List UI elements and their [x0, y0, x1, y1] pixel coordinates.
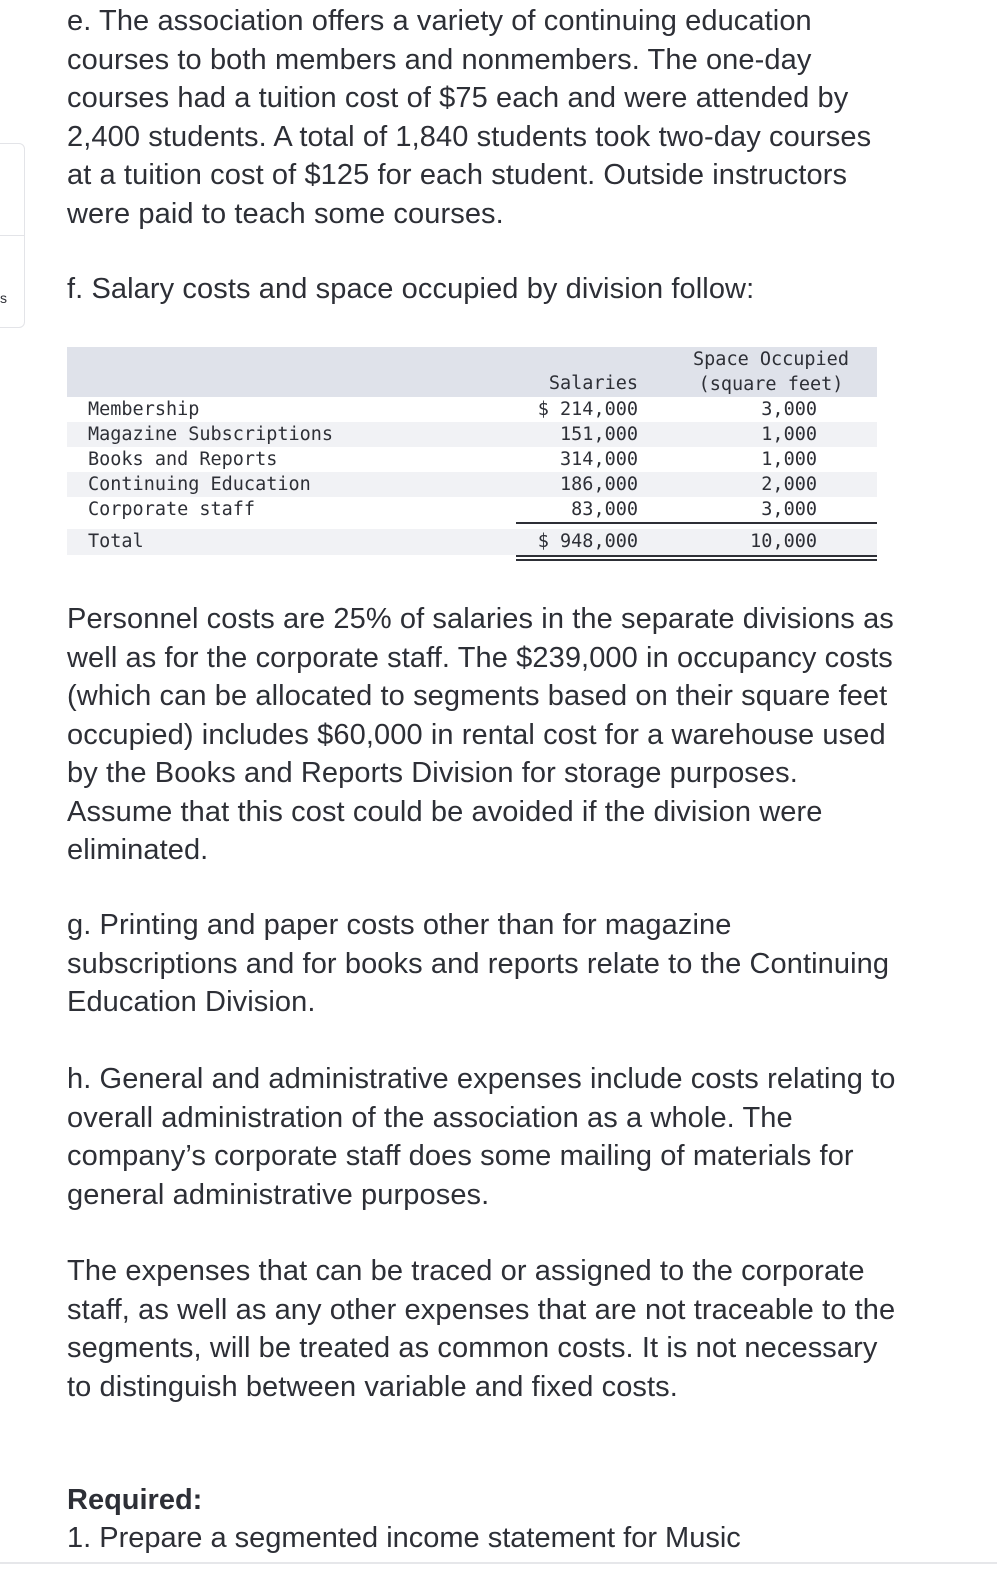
- bottom-divider: [0, 1562, 997, 1564]
- row-label: Books and Reports: [88, 449, 278, 470]
- total-label: Total: [88, 531, 144, 552]
- table-row: [67, 472, 877, 497]
- row-space: 3,000: [761, 399, 817, 420]
- total-double-rule-lower: [516, 559, 877, 561]
- salary-space-table: [67, 347, 877, 562]
- row-space: 3,000: [761, 499, 817, 520]
- side-panel-label: s: [0, 290, 7, 306]
- row-salaries: 83,000: [571, 499, 638, 520]
- row-label: Continuing Education: [88, 474, 311, 495]
- row-salaries: $ 214,000: [537, 399, 638, 420]
- header-space-occupied: [681, 348, 861, 397]
- subtotal-rule: [516, 522, 877, 524]
- table-header: [67, 347, 877, 397]
- row-label: Corporate staff: [88, 499, 256, 520]
- row-label: Magazine Subscriptions: [88, 424, 334, 445]
- row-salaries: 151,000: [560, 424, 638, 445]
- side-panel-divider: [0, 235, 24, 236]
- row-space: 1,000: [761, 424, 817, 445]
- header-space-line1: Space Occupied: [693, 349, 849, 370]
- row-space: 1,000: [761, 449, 817, 470]
- header-salaries: Salaries: [548, 373, 638, 394]
- table-row: [67, 422, 877, 447]
- total-salaries: $ 948,000: [537, 531, 638, 552]
- total-space: 10,000: [750, 531, 817, 552]
- table-row: [67, 397, 877, 422]
- paragraph-common-costs: The expenses that can be traced or assigned to the corporate staff, as well as any other expenses that are not traceable to the segments, will be treated as common costs. It is not necessary to distinguish between variable and fixed costs.: [67, 1255, 896, 1403]
- row-space: 2,000: [761, 474, 817, 495]
- header-space-line2: (square feet): [698, 373, 844, 395]
- paragraph-g: g. Printing and paper costs other than for magazine subscriptions and for books and reports relate to the Continuing Education Division.: [67, 909, 890, 1018]
- required-item-1: 1. Prepare a segmented income statement for Music: [67, 1522, 741, 1554]
- table-total-row: [67, 529, 877, 555]
- row-label: Membership: [88, 399, 200, 420]
- paragraph-f: f. Salary costs and space occupied by division follow:: [67, 273, 755, 305]
- required-heading: Required:: [67, 1484, 203, 1516]
- table-row: [67, 497, 877, 522]
- total-double-rule-upper: [516, 555, 877, 557]
- paragraph-e: e. The association offers a variety of continuing education courses to both members and nonmembers. The one-day courses had a tuition cost of $75 each and were attended by 2,400 students. A total of 1,840 students took two-day courses at a tuition cost of $125 for each student. Outside instructors were paid to teach some courses.: [67, 5, 872, 230]
- paragraph-h: h. General and administrative expenses include costs relating to overall administration of the association as a whole. The company’s corporate staff does some mailing of materials for general administrative purposes.: [67, 1063, 896, 1211]
- row-salaries: 314,000: [560, 449, 638, 470]
- paragraph-personnel-costs: Personnel costs are 25% of salaries in the separate divisions as well as for the corporate staff. The $239,000 in occupancy costs (which can be allocated to segments based on their square feet occupied) includes $60,000 in rental cost for a warehouse used by the Books and Reports Division for storage purposes. Assume that this cost could be avoided if the division were eliminated.: [67, 603, 894, 866]
- row-salaries: 186,000: [560, 474, 638, 495]
- table-row: [67, 447, 877, 472]
